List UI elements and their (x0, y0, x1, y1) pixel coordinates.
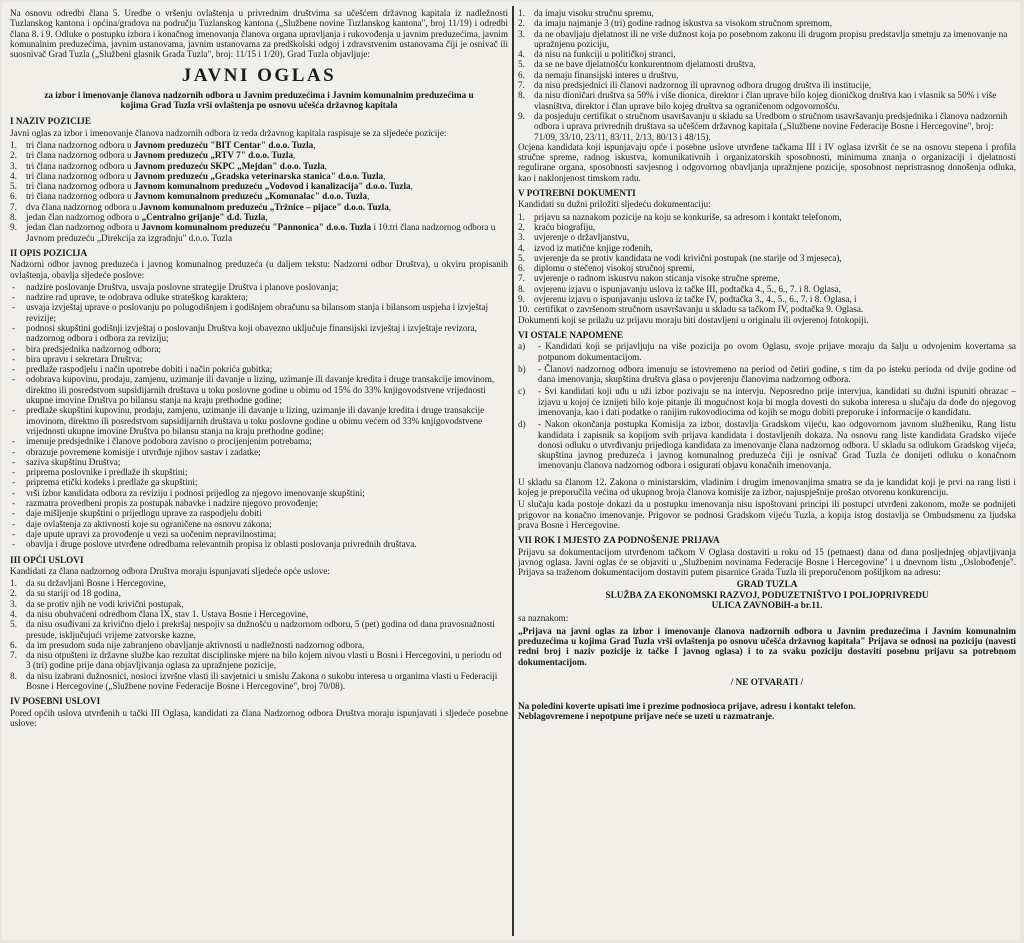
section-5-after: Dokumenti koji se prilažu uz prijavu moraju biti dostavljeni u originalu ili ovjerenoj fotokopiji. (518, 314, 869, 325)
item-number: 1. (10, 578, 17, 589)
item-text: da se protiv njih ne vodi krivični postupak, (26, 598, 184, 609)
bullet-dash: - (12, 508, 16, 519)
item-company: Javnom komunalnom preduzeću „Vodovod i kanalizacija" d.o.o. Tuzla (133, 181, 411, 192)
item-text (26, 161, 508, 171)
item-company: Javnom preduzeću „Gradska veterinarska stanica" d.o.o. Tuzla (133, 170, 384, 181)
document-item (518, 304, 1016, 314)
duty-item (10, 344, 508, 354)
bullet-dash: - (12, 436, 16, 447)
item-number: 2. (10, 150, 17, 161)
duty-item (10, 529, 508, 539)
item-number: 4. (10, 170, 17, 181)
item-text: predlaže raspodjelu i način upotrebe dobiti i način pokrića gubitka; (26, 364, 273, 375)
item-text: da nisu obuhvaćeni odredbom člana IX, stav 1. Ustava Bosne i Hercegovine, (26, 609, 309, 619)
item-text: da imaju visoku stručnu spremu, (534, 8, 654, 18)
item-company: Javnom preduzeću „RTV 7" d.o.o. Tuzla (133, 150, 294, 161)
item-number: 8. (10, 212, 17, 223)
item-text (26, 140, 508, 150)
position-item (10, 202, 508, 212)
item-text: saziva skupštinu Društva; (26, 456, 121, 467)
item-company: Javnom komunalnom preduzeću „Tržnice – pijace" d.o.o. Tuzla (139, 201, 389, 212)
item-text: bira predsjednika nadzornog odbora; (26, 343, 161, 354)
item-text: - Članovi nadzornog odbora imenuju se istovremeno na period od četiri godine, s tim da po isteku perioda od dvije godine od dana imenovanja, skupština društva glasa o povjerenju članovima nadzornog odbora. (538, 363, 1016, 385)
item-number: 8. (10, 670, 17, 681)
item-text: ovjerenu izjavu o ispunjavanju uslova iz tačke III, podtačka 4., 5., 6., 7. i 8. Oglasa, (534, 283, 841, 294)
item-text: usvaja izvještaj uprave o poslovanju po polugodišnjem i godišnjem obračunu sa bilansom stanja i bilansom uspjeha i izvještaj revizije; (26, 302, 489, 323)
intro-paragraph: Na osnovu odredbi člana 5. Uredbe o vršenju ovlaštenja u privrednim društvima sa učešćem državnog kapitala iz nadležnosti Tuzlanskog kantona i općina/gradova na području Tuzlanskog kantona („Službene novine Tuzlanskog kantona", broj 11/19) i odredbi člana 8. i 9. Odluke o postupku izbora i konačnog imenovanja članova organa upravljanja i rukovođenja u javnim preduzećima, javnim komunalnim preduzećima, javnim ustanovama, javnim ustanovama za predškolski odgoj i zdravstvenim ustanovama čiji je osnivač ili suosnivač Grad Tuzla („Službeni glasnik Grada Tuzla", broj: 11/15 i 1/20), Grad Tuzla objavljuje: (10, 8, 508, 60)
item-prefix: tri člana nadzornog odbora u (26, 181, 134, 192)
special-condition-item (518, 90, 1016, 111)
item-suffix: i 10.tri člana nadzornog odbora u Javnom preduzeću „Direkcija za izgradnju" d.o.o. Tuzla (26, 222, 496, 243)
item-number: 4. (518, 242, 525, 253)
item-number: 5. (518, 59, 525, 70)
item-suffix: , (324, 160, 327, 171)
bullet-dash: - (12, 518, 16, 529)
bullet-dash: - (12, 353, 16, 364)
note-item (518, 419, 1016, 470)
item-number: 9. (518, 294, 525, 305)
item-number: 4. (10, 609, 17, 619)
item-text: odobrava kupovinu, prodaju, zamjenu, uzimanje ili davanje u lizing, uzimanje ili davanje kredita i druge transakcije imovinom, direktno ili posredstvom supsidijarnih društava u toku poslovne godine u obimu od 15% do 33% knjigovodstvene vrijednosti ukupne imovine Društva po bilansu stanja na kraju prethodne godine; (26, 374, 495, 406)
section-6-paragraph-1: U skladu sa članom 12. Zakona o ministarskim, vladinim i drugim imenovanjima smatra se da je kandidat koji je prvi na rang listi i kojeg je preporučila većina od ukupnog broja članova komisije za izbor, najuspješnije prošao otvorenu konkurenciju. (518, 476, 1016, 498)
item-text: da im presudom suda nije zabranjeno obavljanje aktivnosti u nadležnosti nadzornog odbora, (26, 639, 365, 650)
item-number: 3. (518, 232, 525, 243)
column-divider (512, 6, 514, 936)
document-item (518, 243, 1016, 253)
item-number: 6. (518, 263, 525, 274)
position-item (10, 140, 508, 150)
bullet-dash: - (12, 364, 16, 375)
duties-list (10, 282, 508, 550)
duty-item (10, 508, 508, 518)
duty-item (10, 282, 508, 292)
address-line-3: ULICA ZAVNOBiH-a br.11. (711, 600, 823, 611)
item-number: 1. (10, 139, 17, 150)
section-1-text: Javni oglas za izbor i imenovanje članova nadzornih odbora iz reda državnog kapitala raspisuje se za sljedeće pozicije: (10, 127, 447, 138)
bullet-dash: - (12, 539, 16, 550)
duty-item (10, 498, 508, 508)
item-number: 5. (518, 252, 525, 263)
page-subtitle: za izbor i imenovanje članova nadzornih odbora u Javnim preduzećima i Javnim komunalnim preduzećima u kojima Grad Tuzla vrši ovlaštenja po osnovu učešća državnog kapitala (44, 89, 474, 111)
item-company: Javnom komunalnom preduzeću „Komunalac" d.o.o. Tuzla (133, 191, 368, 202)
address-line-1: GRAD TUZLA (736, 579, 798, 590)
item-text: da nisu predsjednici ili članovi nadzornog ili upravnog odbora drugog društva ili institucije, (534, 80, 872, 91)
item-number: 5. (10, 619, 17, 630)
item-number: 3. (10, 598, 17, 609)
item-text: da su državljani Bosne i Hercegovine, (26, 578, 166, 589)
item-prefix: tri člana nadzornog odbora u (26, 150, 134, 161)
special-condition-item (518, 49, 1016, 59)
general-condition-item (10, 609, 508, 619)
item-text: podnosi skupštini godišnji izvještaj o poslovanju Društva koji obavezno uključuje finansijski izvještaj i izvještaje revizora, nadzornog odbora i odbora za reviziju; (26, 322, 477, 344)
item-text: da su stariji od 18 godina, (26, 588, 121, 599)
item-number: 2. (518, 221, 525, 232)
position-item (10, 161, 508, 171)
item-text: nadzire poslovanje Društva, usvaja poslovne strategije Društva i planove poslovanja; (26, 281, 339, 292)
item-prefix: tri člana nadzornog odbora u (26, 160, 134, 171)
item-text: nadzire rad uprave, te odobrava odluke strateškog karaktera; (26, 292, 248, 303)
duty-item (10, 364, 508, 374)
bullet-dash: - (12, 467, 16, 478)
duty-item (10, 436, 508, 446)
duty-item (10, 302, 508, 323)
position-item (10, 181, 508, 191)
duty-item (10, 323, 508, 344)
document-item (518, 294, 1016, 304)
naznaka-label: sa naznakom: (518, 613, 569, 624)
section-1-heading: I NAZIV POZICIJE (10, 116, 92, 127)
item-prefix: dva člana nadzornog odbora u (26, 201, 140, 212)
duty-item (10, 467, 508, 477)
item-company: Javnom preduzeću SKPC „Mejdan" d.o.o. Tuzla (133, 160, 325, 171)
bullet-dash: - (12, 292, 16, 303)
section-3-heading: III OPĆI USLOVI (10, 554, 84, 565)
item-prefix: tri člana nadzornog odbora u (26, 139, 134, 150)
item-text (26, 150, 508, 160)
position-item (10, 171, 508, 181)
duty-item (10, 488, 508, 498)
item-prefix: tri člana nadzornog odbora u (26, 191, 134, 202)
item-number: 6. (518, 69, 525, 80)
item-suffix: , (265, 212, 268, 223)
item-text: - Svi kandidati koji uđu u uži izbor pozivaju se na intervju. Neposredno prije intervjua, kandidati su dužni ispuniti obrazac – izjavu u kojoj će iznijeti bilo koje pitanje ili mogućnost koja bi mogla dovesti do sukoba interesa u slučaju da dođe do njegovog imenovanja, kao i dati podatke o ranijim rukovodiocima od kojih se mogu dobiti preporuke i informacije o kandidatu. (538, 386, 1016, 417)
duty-item (10, 405, 508, 436)
document-item (518, 253, 1016, 263)
do-not-open-label: / NE OTVARATI / (730, 676, 804, 687)
item-number: 1. (518, 8, 525, 18)
item-number: c) (518, 386, 526, 397)
special-condition-item (518, 18, 1016, 28)
note-item (518, 341, 1016, 362)
section-7-heading: VII ROK I MJESTO ZA PODNOŠENJE PRIJAVA (518, 535, 720, 546)
bullet-dash: - (12, 322, 16, 333)
item-number: 7. (10, 650, 17, 661)
item-text: ovjerenu izjavu o ispunjavanju uslova iz tačke IV, podtačka 3., 4., 5., 6., 7. i 8. Oglasa, i (534, 294, 857, 305)
item-text: daje ovlaštenja za aktivnosti koje su ograničene na osnovu zakona; (26, 518, 272, 529)
section-4-text: Pored općih uslova utvrđenih u tački III Oglasa, kandidati za člana Nadzornog odbora Društva moraju ispunjavati i sljedeće posebne uslove: (10, 707, 508, 728)
item-text: da ne obavljaju djelatnost ili ne vrše dužnost koja po posebnom zakonu ili drugom propisu predstavlja smetnju za imenovanje na upražnjenu poziciju, (534, 28, 1008, 49)
item-text: da nisu na funkciji u političkoj stranci, (534, 49, 676, 60)
duty-item (10, 519, 508, 529)
item-text: da nisu osuđivani za krivično djelo i prekršaj nespojiv sa dužnošću u nadzornom odboru, 5 (pet) godina od dana pravosnažnosti presude, isključujući vrijeme zatvorske kazne, (26, 619, 495, 640)
bullet-dash: - (12, 456, 16, 467)
section-2-text: Nadzorni odbor javnog preduzeća i javnog komunalnog preduzeća (u daljem tekstu: Nadzorni odbor Društva), u okviru propisanih ovlaštenja, obavlja sljedeće poslove: (10, 259, 508, 280)
item-suffix: , (383, 170, 386, 181)
position-item (10, 191, 508, 201)
item-number: a) (518, 341, 526, 352)
duty-item (10, 457, 508, 467)
item-text: da nisu otpušteni iz državne službe kao rezultat disciplinske mjere na bilo kojem nivou vlasti u Bosni i Hercegovini, u periodu od 3 (tri) godine prije dana objavljivanja oglasa za upražnjene pozicije, (26, 650, 502, 671)
item-text: vrši izbor kandidata odbora za reviziju i podnosi prijedlog za njegovo imenovanje skupštini; (26, 487, 365, 498)
document-item (518, 222, 1016, 232)
general-condition-item (10, 578, 508, 588)
item-text (26, 202, 508, 212)
document-item (518, 263, 1016, 273)
item-number: 3. (518, 28, 525, 39)
special-conditions-list (518, 8, 1016, 142)
item-text (26, 222, 508, 243)
special-condition-item (518, 8, 1016, 18)
general-condition-item (10, 619, 508, 640)
item-suffix: , (367, 191, 370, 202)
bullet-dash: - (12, 302, 16, 313)
duty-item (10, 539, 508, 549)
item-text (26, 212, 508, 222)
item-prefix: jedan član nadzornog odbora u (26, 222, 142, 233)
item-text: priprema etički kodeks i predlaže ga skupštini; (26, 477, 198, 488)
bullet-dash: - (12, 281, 16, 292)
item-text: uvjerenje da se protiv kandidata ne vodi krivični postupak (ne starije od 3 mjeseca), (534, 252, 842, 263)
position-item (10, 212, 508, 222)
item-text: da nemaju finansijski interes u društvu, (534, 69, 679, 80)
general-condition-item (10, 640, 508, 650)
item-suffix: , (410, 181, 413, 192)
notes-list (518, 341, 1016, 471)
bullet-dash: - (12, 343, 16, 354)
item-text: da imaju najmanje 3 (tri) godine radnog iskustva sa visokom stručnom spremom, (534, 18, 833, 29)
right-column (518, 8, 1016, 936)
document-item (518, 284, 1016, 294)
left-column (10, 8, 508, 936)
section-7-text: Prijavu sa dokumentacijom utvrđenom tačkom V Oglasa dostaviti u roku od 15 (petnaest) dana od dana posljednjeg objavljivanja javnog oglasa. Javni oglas će se objaviti u „Službenim novinama Federacije Bosne i Hercegovine" i u dnevnom listu „Oslobođenje". Prijava sa traženom dokumentacijom dostaviti putem pisarnice Grada Tuzla ili preporučenom pošiljkom na adresu: (518, 546, 1016, 578)
item-suffix: , (313, 139, 316, 150)
item-number: 7. (10, 201, 17, 212)
newspaper-page (2, 2, 1020, 940)
item-number: 4. (518, 49, 525, 60)
item-number: 9. (10, 222, 17, 233)
bullet-dash: - (12, 374, 16, 385)
documents-list (518, 212, 1016, 315)
item-number: 5. (10, 181, 17, 192)
item-number: 9. (518, 110, 525, 121)
item-text: certifikat o završenom stručnom usavršavanju u skladu sa tačkom IV, podtačka 9. Oglasa. (534, 304, 864, 315)
bullet-dash: - (12, 487, 16, 498)
bullet-dash: - (12, 477, 16, 488)
item-number: 7. (518, 80, 525, 91)
item-prefix: jedan član nadzornog odbora u (26, 212, 142, 223)
item-text: diplomu o stečenoj visokoj stručnoj spremi, (534, 263, 695, 274)
duty-item (10, 447, 508, 457)
item-text: prijavu sa naznakom pozicije na koju se konkuriše, sa adresom i kontakt telefonom, (534, 211, 842, 222)
general-condition-item (10, 599, 508, 609)
document-item (518, 232, 1016, 242)
positions-list (10, 140, 508, 243)
note-item (518, 364, 1016, 385)
section-4-after: Ocjena kandidata koji ispunjavaju opće i posebne uslove utvrđene tačkama III i IV oglasa izvršit će se na osnovu stepena i profila stručne spreme, radnog iskustva, komunikativnih i organizatorskih sposobnosti, minimuma znanja o organizaciji i djelatnosti regulirane organa, sposobnosti savjesnog i odgovornog obavljanja upražnjene pozicije, sposobnost nepristrasnog donošenja odluka, kao i naklonjenost timskom radu. (518, 141, 1016, 183)
item-text (26, 181, 508, 191)
section-2-heading: II OPIS POZICIJA (10, 247, 88, 258)
item-text: - Kandidati koji se prijavljuju na više pozicija po ovom Oglasu, svoje prijave moraju da šalju u odvojenim kovertama sa potpunom dokumentacijom. (538, 341, 1016, 362)
item-text: izvod iz matične knjige rođenih, (534, 242, 653, 253)
item-company: „Centralno grijanje" d.d. Tuzla (141, 212, 266, 223)
naznaka-text: „Prijava na javni oglas za izbor i imenovanje članova nadzornih odbora u Javnim preduzećima i Javnim komunalnim preduzećima u kojima Grad Tuzla vrši ovlaštenja po osnovu učešća državnog kapitala" Prijava se odnosi na poziciju (navesti redni broj i naziv pozicije iz tačke I javnog oglasa) i to za svaku poziciju dostaviti posebnu prijavu sa potrebnom dokumentacijom. (518, 625, 1016, 667)
item-number: 8. (518, 283, 525, 294)
item-text: da nisu dioničari društva sa 50% i više dionica, direktor i član uprave bilo kojeg dioničkog društva kao i vlasnik sa 50% i više vlasništva, direktor i član uprave bilo kojeg društva sa ograničenom odgovornošću. (534, 90, 997, 111)
item-number: 10. (518, 304, 530, 315)
item-text: bira upravu i sekretara Društva; (26, 353, 143, 364)
special-condition-item (518, 70, 1016, 80)
item-text (26, 191, 508, 201)
duty-item (10, 374, 508, 405)
special-condition-item (518, 29, 1016, 50)
item-company: Javnom komunalnom preduzeću "Pannonica" d.o.o. Tuzla (141, 222, 372, 233)
bullet-dash: - (12, 528, 16, 539)
item-text (26, 171, 508, 181)
duty-item (10, 477, 508, 487)
item-text: da posjeduju certifikat o stručnom usavršavanju u skladu sa Uredbom o stručnom usavršavanju predsjednika i članova nadzornih odbora i uprava privrednih društava sa učešćem državnog kapitala („Službene novine Federacije Bosne i Hercegovine", broj: 71/09, 33/10, 23/11, 83/11, 2/13, 80/13 i 48/15). (534, 110, 1008, 142)
item-number: 7. (518, 273, 525, 284)
item-text: priprema poslovnike i predlaže ih skupštini; (26, 467, 188, 478)
section-5-heading: V POTREBNI DOKUMENTI (518, 188, 636, 199)
item-number: 6. (10, 639, 17, 650)
note-item (518, 386, 1016, 417)
position-item (10, 222, 508, 243)
item-number: 1. (518, 211, 525, 222)
item-number: 8. (518, 90, 525, 101)
item-text: da se ne bave djelatnošću konkurentnom djelatnosti društva, (534, 59, 756, 70)
item-text: uvjerenje o državljanstvu, (534, 232, 630, 243)
item-text: da nisu izabrani dužnosnici, nosioci izvršne vlasti ili savjetnici u smislu Zakona o sukobu interesa u organima vlasti u Federaciji Bosne i Hercegovine („Službene novine Federacije Bosne i Hercegovine", broj 70/08). (26, 670, 498, 692)
item-text: uvjerenje o radnom iskustvu nakon sticanja visoke stručne spreme, (534, 273, 780, 284)
section-4-heading: IV POSEBNI USLOVI (10, 696, 101, 707)
item-prefix: tri člana nadzornog odbora u (26, 170, 134, 181)
special-condition-item (518, 80, 1016, 90)
item-text: imenuje predsjednike i članove podobora zavisno o procijenjenim potrebama; (26, 436, 312, 447)
bullet-dash: - (12, 446, 16, 457)
item-number: b) (518, 363, 526, 374)
item-text: obrazuje povremene komisije i utvrđuje njihov sastav i zadatke; (26, 446, 261, 457)
item-number: 2. (10, 588, 17, 599)
item-text: predlaže skupštini kupovinu, prodaju, zamjenu, uzimanje ili davanje u lizing, uzimanje ili davanje kredita i druge transakcije imovinom, direktno ili posredstvom supsidijarnih društava u toku poslovne godine u obimu većem od 33% knjigovodstvene vrijednosti ukupne imovine Društva po bilansu stanja na kraju prethodne godine; (26, 405, 485, 436)
general-condition-item (10, 588, 508, 598)
item-company: Javnom preduzeću "BIT Centar" d.o.o. Tuzla (133, 139, 314, 150)
section-5-text: Kandidati su dužni priložiti sljedeću dokumentaciju: (518, 199, 711, 210)
item-number: 3. (10, 160, 17, 171)
closing-line-1: Na poleđini koverte upisati ime i prezime podnosioca prijave, adresu i kontakt telefon. (518, 701, 856, 712)
document-item (518, 212, 1016, 222)
special-condition-item (518, 59, 1016, 69)
address-line-2: SLUŽBA ZA EKONOMSKI RAZVOJ, PODUZETNIŠTVO I POLJOPRIVREDU (605, 589, 929, 600)
general-condition-item (10, 671, 508, 692)
item-text: daje mišljenje skupštini o prijedlogu uprave za raspodjelu dobiti (26, 508, 262, 519)
item-number: 2. (518, 18, 525, 29)
item-text: - Nakon okončanja postupka Komisija za izbor, dostavlja Gradskom vijeću, kao odgovornom javnom službeniku, Rang listu kandidata i zapisnik sa kopijom svih prijava kandidata i dostavljenih dokaza. Na osnovu rang liste kandidata Gradsko vijeće donosi odluku o utvrđivanju prijedloga kandidata za imenovanje člana nadzornog odbora. U skladu sa odlukom Gradskog vijeća, skupština javnog preduzeća i javnog komunalnog preduzeća čiji je osnivač Grad Tuzla će donijeti odluku o konačnom imenovanju članova nadzornog odbora i osigurati objavu konačnih imenovanja. (538, 419, 1016, 471)
page-title: JAVNI OGLAS (181, 65, 337, 87)
bullet-dash: - (12, 405, 16, 416)
item-number: d) (518, 419, 526, 430)
position-item (10, 150, 508, 160)
document-item (518, 273, 1016, 283)
item-suffix: , (388, 201, 392, 212)
duty-item (10, 354, 508, 364)
item-text: daje upute upravi za provođenje u vezi sa uočenim nepravilnostima; (26, 528, 277, 539)
general-conditions-list (10, 578, 508, 691)
special-condition-item (518, 111, 1016, 142)
item-text: razmatra provedbeni propis za postupak nabavke i nadzire njegovo provođenje; (26, 498, 319, 509)
section-6-heading: VI OSTALE NAPOMENE (518, 329, 623, 340)
closing-line-2: Neblagovremene i nepotpune prijave neće se uzeti u razmatranje. (518, 711, 775, 722)
item-suffix: , (293, 150, 296, 161)
duty-item (10, 292, 508, 302)
item-text: kraću biografiju, (534, 221, 596, 232)
item-number: 6. (10, 191, 17, 202)
bullet-dash: - (12, 498, 16, 509)
general-condition-item (10, 650, 508, 671)
section-6-paragraph-2: U slučaju kada postoje dokazi da u postupku imenovanja nisu ispoštovani principi ili postupci utvrđeni zakonom, može se podnijeti prigovor na konačno imenovanje. Prigovor se podnosi Gradskom vijeću Tuzla, a kopija istog dostavlja se Ombudsmenu za ljudska prava Bosne i Hercegovine. (518, 499, 1016, 530)
section-3-text: Kandidati za člana nadzornog odbora Društva moraju ispunjavati sljedeće opće uslove: (10, 565, 330, 576)
item-text: obavlja i druge poslove utvrđene odredbama relevantnih propisa iz oblasti poslovanja privrednih društava. (26, 539, 417, 550)
